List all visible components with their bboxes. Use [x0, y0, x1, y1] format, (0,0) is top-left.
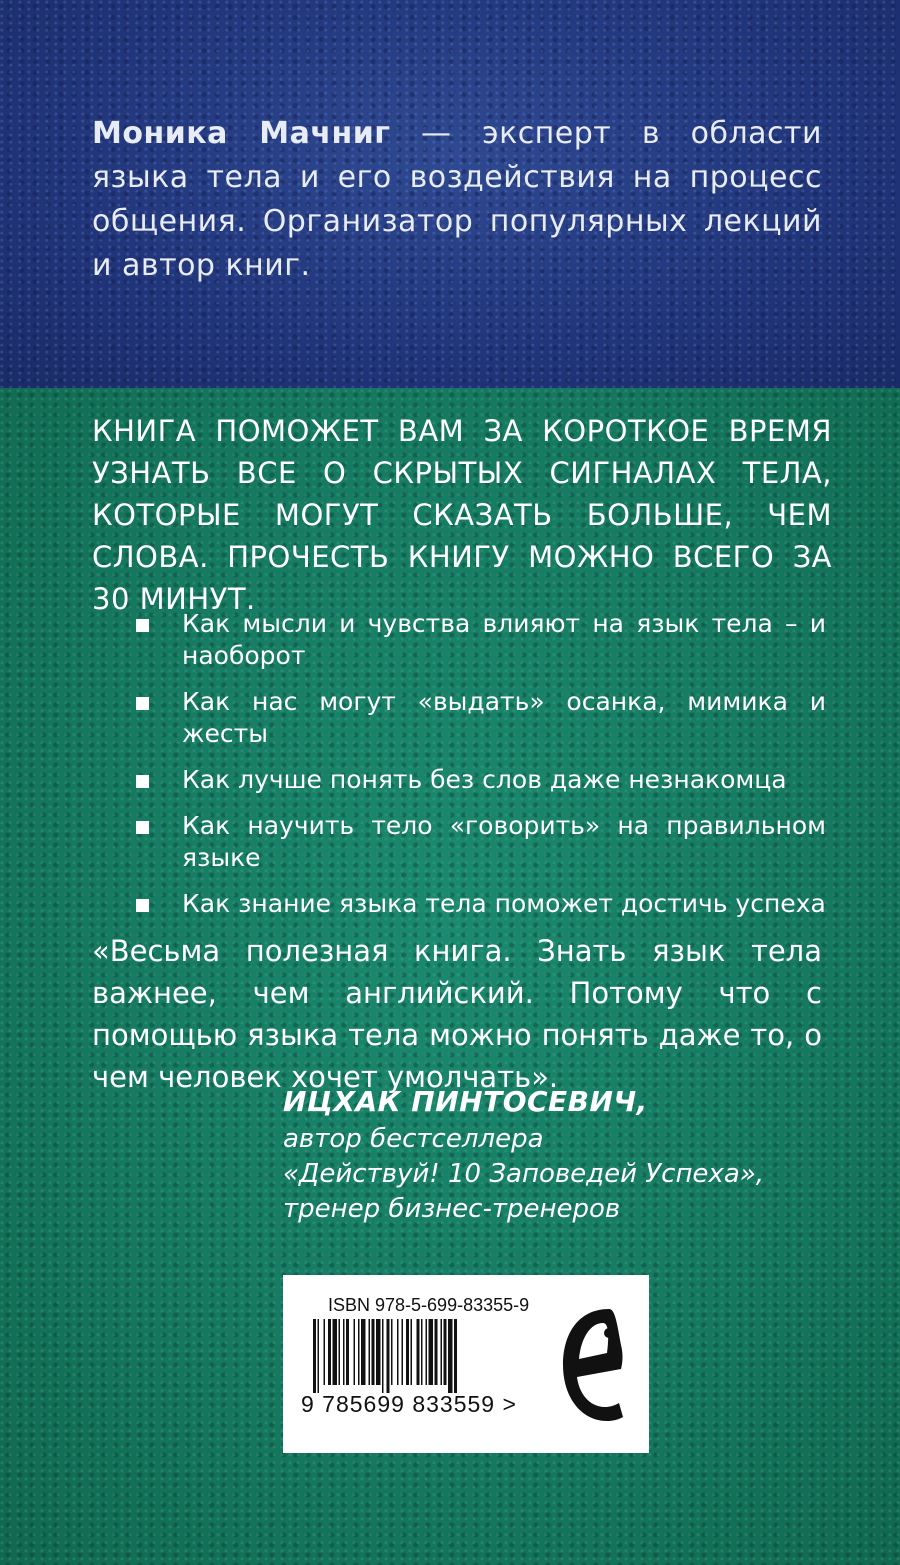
barcode-bar	[402, 1319, 404, 1385]
feature-text: Как нас могут «выдать» осанка, мимика и жесты	[182, 687, 826, 748]
barcode-bar	[444, 1319, 447, 1385]
barcode-bar	[397, 1319, 399, 1385]
barcode-bar	[448, 1319, 453, 1393]
barcode-bar	[333, 1319, 338, 1385]
feature-text: Как знание языка тела поможет достичь успеха	[182, 889, 826, 918]
barcode-bar	[382, 1319, 384, 1393]
author-name: Моника Мачниг	[92, 116, 391, 151]
barcode-box	[283, 1275, 649, 1453]
barcode-bar	[406, 1319, 409, 1385]
feature-text: Как научить тело «говорить» на правильном языке	[182, 811, 826, 872]
feature-text: Как лучше понять без слов даже незнакомца	[182, 765, 787, 794]
barcode-bar	[421, 1319, 423, 1385]
barcode-bar	[372, 1319, 375, 1385]
barcode-bar	[318, 1319, 320, 1393]
barcode-bar	[454, 1319, 457, 1393]
barcode-bars	[313, 1319, 533, 1393]
square-bullet-icon	[136, 775, 149, 788]
square-bullet-icon	[136, 821, 149, 834]
eksmo-logo-icon	[557, 1303, 627, 1427]
book-headline: КНИГА ПОМОЖЕТ ВАМ ЗА КОРОТКОЕ ВРЕМЯ УЗНАТЬ ВСЕ О СКРЫТЫХ СИГНАЛАХ ТЕЛА, КОТОРЫЕ МОГУТ СКАЗАТЬ БОЛЬШЕ, ЧЕМ СЛОВА. ПРОЧЕСТЬ КНИГУ МОЖНО ВСЕГО ЗА 30 МИНУТ.	[92, 414, 832, 616]
quote-attribution	[283, 1082, 843, 1227]
feature-text: Как мысли и чувства влияют на язык тела – и наоборот	[182, 609, 826, 670]
barcode-bar	[346, 1319, 349, 1385]
attribution-line-3: тренер бизнес-тренеров	[283, 1194, 621, 1224]
author-bio	[92, 112, 822, 288]
barcode-bar	[324, 1319, 326, 1385]
barcode-bar	[328, 1319, 331, 1385]
barcode-bar	[313, 1319, 316, 1393]
attribution-name: ИЦХАК ПИНТОСЕВИЧ,	[283, 1085, 648, 1118]
feature-item	[136, 888, 826, 920]
square-bullet-icon	[136, 619, 149, 632]
barcode-bar	[343, 1319, 345, 1385]
barcode-bar	[441, 1319, 443, 1385]
barcode-bar	[361, 1319, 366, 1385]
barcode-bar	[391, 1319, 393, 1385]
barcode-bar	[429, 1319, 434, 1385]
feature-item	[136, 608, 826, 672]
review-quote: «Весьма полезная книга. Знать язык тела важнее, чем английский. Потому что с помощью языка тела можно понять даже то, о чем человек хочет умолчать».	[92, 934, 822, 1094]
barcode-bar	[354, 1319, 356, 1385]
attribution-line-1: автор бестселлера	[283, 1124, 544, 1154]
feature-list	[136, 608, 826, 934]
barcode-bar	[376, 1319, 381, 1385]
barcode-bar	[417, 1319, 420, 1385]
barcode-bar	[339, 1319, 341, 1385]
feature-item	[136, 810, 826, 874]
barcode-bar	[411, 1319, 413, 1385]
barcode-bar	[435, 1319, 438, 1385]
barcode-bar	[387, 1319, 390, 1393]
square-bullet-icon	[136, 899, 149, 912]
square-bullet-icon	[136, 697, 149, 710]
attribution-line-2: «Действуй! 10 Заповедей Успеха»,	[283, 1159, 765, 1189]
feature-item	[136, 764, 826, 796]
barcode-digits: 9 785699 833559 >	[301, 1391, 517, 1417]
barcode-bar	[426, 1319, 428, 1385]
barcode-bar	[369, 1319, 371, 1385]
author-bio-text: — эксперт в области языка тела и его воздействия на процесс общения. Организатор популярных лекций и автор книг.	[92, 116, 822, 283]
isbn-text: ISBN 978-5-699-83355-9	[328, 1295, 530, 1315]
feature-item	[136, 686, 826, 750]
barcode-bar	[358, 1319, 360, 1385]
